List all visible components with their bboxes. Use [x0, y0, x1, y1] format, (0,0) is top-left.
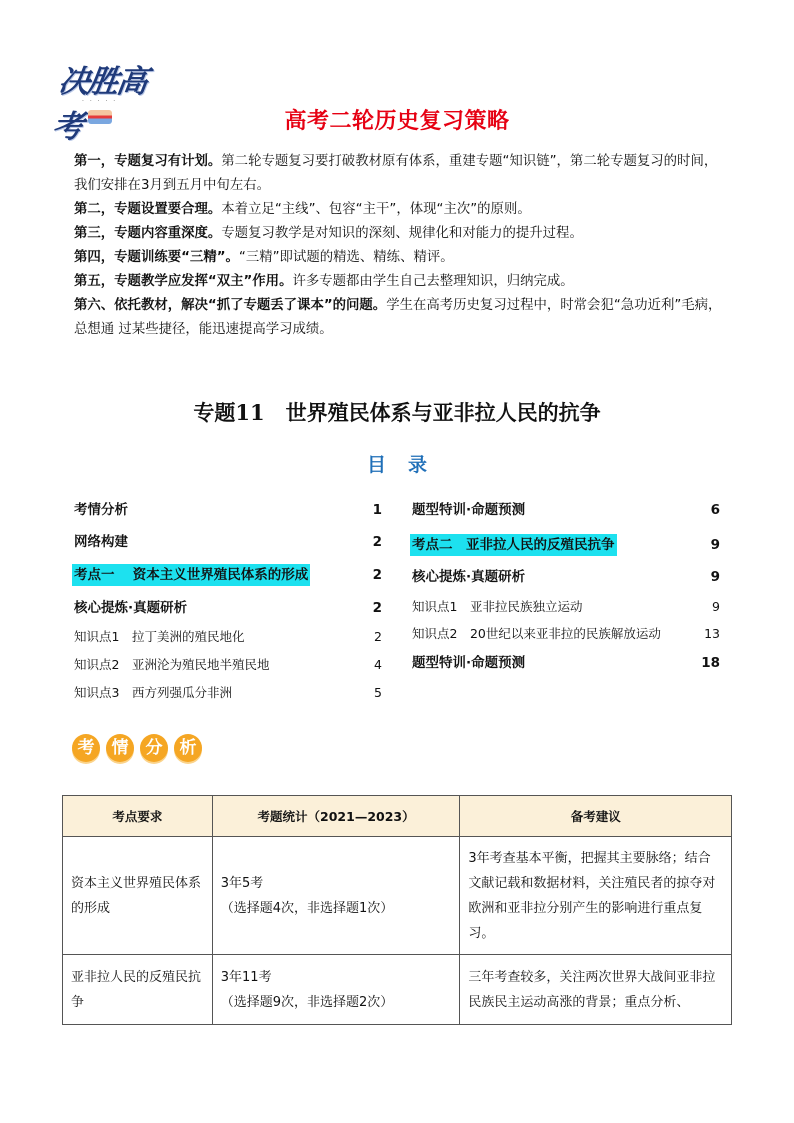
- toc-item[interactable]: [74, 531, 382, 553]
- toc-item[interactable]: [74, 499, 382, 521]
- table-cell-advice: 3年考查基本平衡，把握其主要脉络；结合文献记载和数据材料，关注殖民者的掠夺对欧洲和亚非拉分别产生的影响进行重点复习。: [460, 837, 732, 955]
- strategy-body: “三精”即试题的精选、精练、精评。: [238, 250, 454, 265]
- toc-title: 目录: [366, 454, 449, 476]
- toc-item-page: 9: [710, 537, 720, 553]
- toc-item[interactable]: [74, 597, 382, 619]
- exam-analysis-table: [62, 795, 732, 1025]
- strategy-head: 第三，专题内容重深度。: [74, 226, 222, 241]
- table-row: [63, 955, 732, 1025]
- toc-item-label: 知识点2 亚洲沦为殖民地半殖民地: [74, 657, 270, 672]
- table-cell-requirement: 资本主义世界殖民体系的形成: [63, 837, 213, 955]
- strategy-body: 本着立足“主线”、包容“主干”，体现“主次”的原则。: [221, 202, 531, 217]
- toc-item[interactable]: [74, 654, 382, 676]
- toc-item-highlighted[interactable]: [74, 564, 382, 586]
- toc-item[interactable]: [412, 652, 720, 674]
- strategy-item: [74, 198, 724, 222]
- toc-item-label: 知识点3 西方列强瓜分非洲: [74, 685, 232, 700]
- toc-item-label: 题型特训·命题预测: [412, 502, 526, 518]
- toc-item-page: 4: [374, 657, 382, 672]
- toc-item[interactable]: [412, 566, 720, 588]
- stat-detail: （选择题9次，非选择题2次）: [220, 994, 394, 1010]
- table-header: 考点要求: [63, 796, 213, 837]
- toc-item-label: 知识点1 亚非拉民族独立运动: [412, 599, 583, 614]
- strategy-head: 第五，专题教学应发挥“双主”作用。: [74, 274, 293, 289]
- strategy-body: 专题复习教学是对知识的深刻、规律化和对能力的提升过程。: [221, 226, 583, 241]
- badge-char: 情: [106, 734, 134, 762]
- toc-item-page: 9: [712, 599, 720, 614]
- badge-char: 分: [140, 734, 168, 762]
- topic-title: 专题11 世界殖民体系与亚非拉人民的抗争: [193, 400, 601, 425]
- toc-item[interactable]: [74, 626, 382, 648]
- toc-item-page: 5: [374, 685, 382, 700]
- stat-count: 3年5考: [220, 875, 264, 891]
- table-header: 备考建议: [460, 796, 732, 837]
- table-cell-stats: [212, 837, 460, 955]
- page-title: 高考二轮历史复习策略: [284, 109, 510, 134]
- toc-item[interactable]: [412, 623, 720, 645]
- strategy-item: [74, 246, 724, 270]
- toc-item-page: 2: [372, 534, 382, 550]
- table-cell-stats: [212, 955, 460, 1025]
- toc-item-page: 2: [372, 567, 382, 583]
- stat-count: 3年11考: [220, 969, 272, 985]
- toc-item-page: 9: [710, 569, 720, 585]
- strategy-head: 第六、依托教材，解决“抓了专题丢了课本”的问题。: [74, 298, 387, 313]
- toc-item-label: 核心提炼·真题研析: [412, 569, 526, 585]
- badge-char: 考: [72, 734, 100, 762]
- toc-item-label: 考情分析: [74, 502, 128, 518]
- toc-item[interactable]: [74, 682, 382, 704]
- strategy-list: [74, 150, 724, 342]
- logo-text: 决胜高考: [49, 64, 149, 145]
- toc-item-label: 考点二 亚非拉人民的反殖民抗争: [410, 534, 617, 556]
- table-row: [63, 837, 732, 955]
- table-header: 考题统计（2021—2023）: [212, 796, 460, 837]
- strategy-head: 第二，专题设置要合理。: [74, 202, 222, 217]
- strategy-item: [74, 294, 724, 342]
- toc-item-label: 网络构建: [74, 534, 128, 550]
- toc-item-label: 题型特训·命题预测: [412, 655, 526, 671]
- toc-item-label: 核心提炼·真题研析: [74, 600, 188, 616]
- toc-item-page: 18: [701, 655, 720, 671]
- strategy-head: 第四，专题训练要“三精”。: [74, 250, 239, 265]
- toc-item-page: 13: [704, 626, 720, 641]
- section-badge: [72, 734, 208, 770]
- toc-item-page: 2: [372, 600, 382, 616]
- toc-item[interactable]: [412, 499, 720, 521]
- toc-item-page: 1: [372, 502, 382, 518]
- toc-item-highlighted[interactable]: [412, 534, 720, 556]
- toc-item-page: 6: [710, 502, 720, 518]
- table-cell-advice: 三年考查较多，关注两次世界大战间亚非拉民族民主运动高涨的背景；重点分析、: [460, 955, 732, 1025]
- strategy-body: 许多专题都由学生自己去整理知识，归纳完成。: [292, 274, 574, 289]
- logo-decoration: · · · · ·: [82, 98, 118, 105]
- toc-item-label: 考点一 资本主义世界殖民体系的形成: [72, 564, 310, 586]
- strategy-body: 学生在高考历史复习过程中，时常会犯“急功近利”毛病，总想通 过某些捷径，能迅速提高学习成绩。: [74, 298, 722, 337]
- strategy-item: [74, 222, 724, 246]
- toc-item-label: 知识点1 拉丁美洲的殖民地化: [74, 629, 245, 644]
- toc-item-label: 知识点2 20世纪以来亚非拉的民族解放运动: [412, 626, 661, 641]
- toc-item-page: 2: [374, 629, 382, 644]
- badge-char: 析: [174, 734, 202, 762]
- table-header-row: [63, 796, 732, 837]
- strategy-body: 第二轮专题复习要打破教材原有体系，重建专题“知识链”，第二轮专题复习的时间，我们安排在3月到五月中旬左右。: [74, 154, 718, 193]
- toc-item[interactable]: [412, 596, 720, 618]
- table-cell-requirement: 亚非拉人民的反殖民抗争: [63, 955, 213, 1025]
- stat-detail: （选择题4次，非选择题1次）: [220, 900, 394, 916]
- strategy-head: 第一，专题复习有计划。: [74, 154, 222, 169]
- strategy-item: [74, 270, 724, 294]
- strategy-item: [74, 150, 724, 198]
